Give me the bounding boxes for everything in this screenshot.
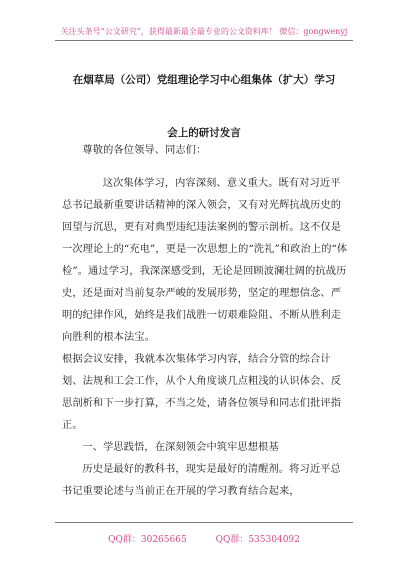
document-title-line2: 会上的研讨发言 [167, 127, 241, 139]
salutation: 尊敬的各位领导、同志们： [82, 145, 207, 156]
header-divider [55, 40, 353, 41]
footer-contacts [0, 532, 408, 545]
document-body [62, 140, 348, 503]
spacer [62, 162, 348, 173]
section-1-paragraph: 历史是最好的教科书，现实是最好的清醒剂。将习近平总书记重要论述与当前正在开展的学习教育结合起来， [62, 464, 341, 497]
document-title-line1: 在烟草局（公司）党组理论学习中心组集体（扩大）学习 [72, 74, 336, 86]
body-paragraph-2: 根据会议安排，我就本次集体学习内容，结合分管的综合计划、法规和工会工作，从个人角度谈几点粗浅的认识体会、反思剖析和下一步打算，不当之处，请各位领导和同志们批评指正。 [62, 354, 342, 431]
footer-divider [55, 522, 353, 523]
section-heading-1: 一、学思践悟，在深刻领会中筑牢思想根基 [82, 442, 279, 453]
header-notice: 关注头条号“公文研究”，获得最新最全最专业的公文资料库！ 微信：gongwenyj [60, 27, 348, 36]
body-paragraph-1: 这次集体学习，内容深刻、意义重大。既有对习近平总书记最新重要讲话精神的深入领会，又有对光辉抗战历史的回望与沉思，更有对典型违纪违法案例的警示剖析。这不仅是一次理论上的“充电”，更是一次思想上的“洗礼”和政治上的“体检”。通过学习，我深深感受到，无论是回顾波澜壮阔的抗战历史，还是面对当前复杂严峻的发展形势，坚定的理想信念、严明的纪律作风，始终是我们战胜一切艰难险阻、不断从胜利走向胜利的根本法宝。 [62, 178, 348, 343]
footer-qq-group-1: QQ群：30265665 [108, 535, 187, 545]
footer-qq-group-2: QQ群：535304092 [215, 535, 300, 545]
